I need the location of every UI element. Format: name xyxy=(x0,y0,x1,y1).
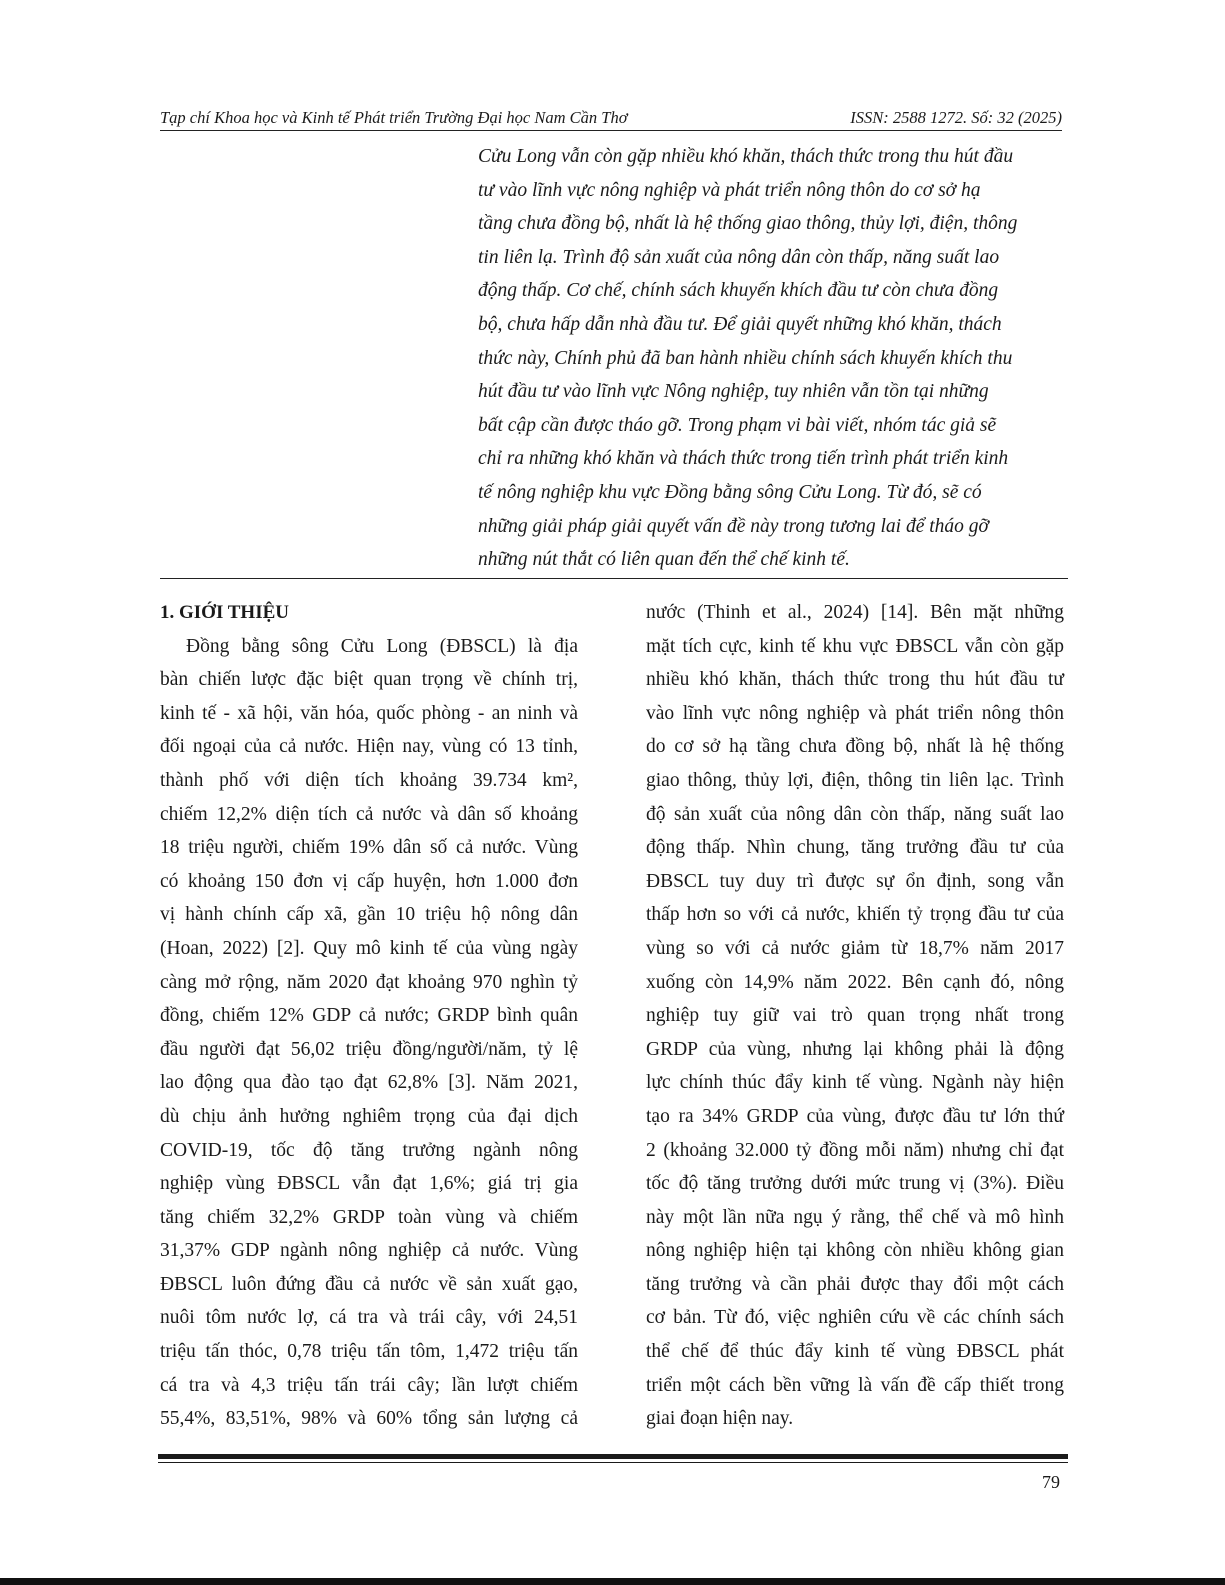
body-line: đầu người đạt 56,02 triệu đồng/người/năm, tỷ lệ xyxy=(160,1038,578,1060)
body-line: (Hoan, 2022) [2]. Quy mô kinh tế của vùng ngày xyxy=(160,937,578,959)
body-line: này một lần nữa ngụ ý rằng, thể chế và mô hình xyxy=(646,1206,1064,1228)
section-heading: 1. GIỚI THIỆU xyxy=(160,602,289,623)
body-line: nghiệp vùng ĐBSCL vẫn đạt 1,6%; giá trị gia xyxy=(160,1173,578,1195)
body-line: tạo ra 34% GRDP của vùng, được đầu tư lớn thứ xyxy=(646,1105,1064,1127)
journal-title: Tạp chí Khoa học và Kinh tế Phát triển Trường Đại học Nam Cần Thơ xyxy=(160,108,628,127)
body-line: động thấp. Nhìn chung, tăng trưởng đầu tư của xyxy=(646,837,1064,859)
body-line: đối ngoại của cả nước. Hiện nay, vùng có 13 tỉnh, xyxy=(160,736,578,758)
body-line: vào lĩnh vực nông nghiệp và phát triển nông thôn xyxy=(646,702,1064,724)
abstract-line: tế nông nghiệp khu vực Đồng bằng sông Cửu Long. Từ đó, sẽ có xyxy=(478,481,982,503)
body-line: thấp hơn so với cả nước, khiến tỷ trọng đầu tư của xyxy=(646,904,1064,926)
body-line: Đồng bằng sông Cửu Long (ĐBSCL) là địa xyxy=(186,635,578,657)
abstract-line: những giải pháp giải quyết vấn đề này trong tương lai để tháo gỡ xyxy=(478,515,989,537)
scan-bottom-edge xyxy=(0,1578,1225,1585)
body-line: càng mở rộng, năm 2020 đạt khoảng 970 nghìn tỷ xyxy=(160,971,578,993)
abstract-continuation xyxy=(478,140,1050,577)
abstract-line: những nút thắt có liên quan đến thể chế kinh tế. xyxy=(478,549,850,571)
header-rule xyxy=(160,130,1062,131)
abstract-line: tin liên lạ. Trình độ sản xuất của nông dân còn thấp, năng suất lao xyxy=(478,246,1000,268)
body-line: triệu tấn thóc, 0,78 triệu tấn tôm, 1,472 triệu tấn xyxy=(160,1341,578,1363)
body-line: cơ bản. Từ đó, việc nghiên cứu về các chính sách xyxy=(646,1307,1064,1329)
body-line: mặt tích cực, kinh tế khu vực ĐBSCL vẫn còn gặp xyxy=(646,635,1064,657)
abstract-line: hút đầu tư vào lĩnh vực Nông nghiệp, tuy nhiên vẫn tồn tại những xyxy=(478,381,989,403)
body-line: 18 triệu người, chiếm 19% dân số cả nước. Vùng xyxy=(160,837,578,859)
page-number: 79 xyxy=(1042,1472,1060,1492)
body-line: kinh tế - xã hội, văn hóa, quốc phòng - an ninh và xyxy=(160,702,578,724)
body-line: do cơ sở hạ tầng chưa đồng bộ, nhất là hệ thống xyxy=(646,736,1064,758)
body-line: tăng trưởng và cần phải được thay đổi một cách xyxy=(646,1273,1064,1295)
body-line: nông nghiệp hiện tại không còn nhiều không gian xyxy=(646,1240,1064,1262)
footer-rule-thick xyxy=(158,1454,1068,1459)
body-line: giai đoạn hiện nay. xyxy=(646,1408,794,1430)
abstract-line: chỉ ra những khó khăn và thách thức trong tiến trình phát triển kinh xyxy=(478,448,1009,470)
body-line: thể chế để thúc đẩy kinh tế vùng ĐBSCL phát xyxy=(646,1341,1064,1363)
footer-rule-thin xyxy=(158,1462,1068,1463)
issn-issue: ISSN: 2588 1272. Số: 32 (2025) xyxy=(850,108,1062,127)
body-line: 55,4%, 83,51%, 98% và 60% tổng sản lượng cả xyxy=(160,1408,578,1430)
body-line: 31,37% GDP ngành nông nghiệp cả nước. Vùng xyxy=(160,1240,578,1262)
body-line: xuống còn 14,9% năm 2022. Bên cạnh đó, nông xyxy=(646,971,1064,993)
body-line: vị hành chính cấp xã, gần 10 triệu hộ nông dân xyxy=(160,904,578,926)
body-line: GRDP của vùng, nhưng lại không phải là động xyxy=(646,1038,1064,1060)
body-line: COVID-19, tốc độ tăng trưởng ngành nông xyxy=(160,1139,578,1161)
body-line: tăng chiếm 32,2% GRDP toàn vùng và chiếm xyxy=(160,1206,578,1228)
body-line: cá tra và 4,3 triệu tấn trái cây; lần lượt chiếm xyxy=(160,1374,578,1396)
abstract-line: tư vào lĩnh vực nông nghiệp và phát triển nông thôn do cơ sở hạ xyxy=(478,179,981,201)
section-divider xyxy=(160,578,1068,579)
body-line: dù chịu ảnh hưởng nghiêm trọng của đại dịch xyxy=(160,1105,578,1127)
body-line: ĐBSCL tuy duy trì được sự ổn định, song vẫn xyxy=(646,870,1064,892)
body-line: 2 (khoảng 32.000 tỷ đồng mỗi năm) nhưng chỉ đạt xyxy=(646,1139,1064,1161)
body-line: chiếm 12,2% diện tích cả nước và dân số khoảng xyxy=(160,803,578,825)
body-line: nhiều khó khăn, thách thức trong thu hút đầu tư xyxy=(646,669,1064,691)
right-column xyxy=(646,596,1064,1436)
body-line: vùng so với cả nước giảm từ 18,7% năm 2017 xyxy=(646,937,1064,959)
body-line: giao thông, thủy lợi, điện, thông tin liên lạc. Trình xyxy=(646,769,1064,791)
body-line: độ sản xuất của nông dân còn thấp, năng suất lao xyxy=(646,803,1064,825)
body-line: nghiệp tuy giữ vai trò quan trọng nhất trong xyxy=(646,1005,1064,1027)
body-line: triển một cách bền vững là vấn đề cấp thiết trong xyxy=(646,1374,1064,1396)
abstract-line: tầng chưa đồng bộ, nhất là hệ thống giao thông, thủy lợi, điện, thông xyxy=(478,213,1018,235)
abstract-line: Cửu Long vẫn còn gặp nhiều khó khăn, thách thức trong thu hút đầu xyxy=(478,146,1014,167)
abstract-line: bộ, chưa hấp dẫn nhà đầu tư. Để giải quyết những khó khăn, thách xyxy=(478,313,1002,335)
body-line: nước (Thinh et al., 2024) [14]. Bên mặt những xyxy=(646,602,1064,623)
abstract-line: thức này, Chính phủ đã ban hành nhiều chính sách khuyến khích thu xyxy=(478,347,1013,369)
body-line: đồng, chiếm 12% GDP cả nước; GRDP bình quân xyxy=(160,1005,578,1027)
body-line: lao động qua đào tạo đạt 62,8% [3]. Năm 2021, xyxy=(160,1072,578,1094)
abstract-line: động thấp. Cơ chế, chính sách khuyến khích đầu tư còn chưa đồng xyxy=(478,280,999,302)
abstract-line: bất cập cần được tháo gỡ. Trong phạm vi bài viết, nhóm tác giả sẽ xyxy=(478,414,997,436)
left-column xyxy=(160,596,578,1436)
body-line: tốc độ tăng trưởng dưới mức trung vị (3%). Điều xyxy=(646,1173,1064,1195)
body-line: lực chính thúc đẩy kinh tế vùng. Ngành này hiện xyxy=(646,1072,1064,1094)
body-line: có khoảng 150 đơn vị cấp huyện, hơn 1.000 đơn xyxy=(160,870,578,892)
body-line: nuôi tôm nước lợ, cá tra và trái cây, với 24,51 xyxy=(160,1307,578,1329)
running-header xyxy=(160,106,1062,130)
body-line: bàn chiến lược đặc biệt quan trọng về chính trị, xyxy=(160,669,578,691)
body-line: thành phố với diện tích khoảng 39.734 km², xyxy=(160,769,578,791)
body-line: ĐBSCL luôn đứng đầu cả nước về sản xuất gạo, xyxy=(160,1273,578,1295)
